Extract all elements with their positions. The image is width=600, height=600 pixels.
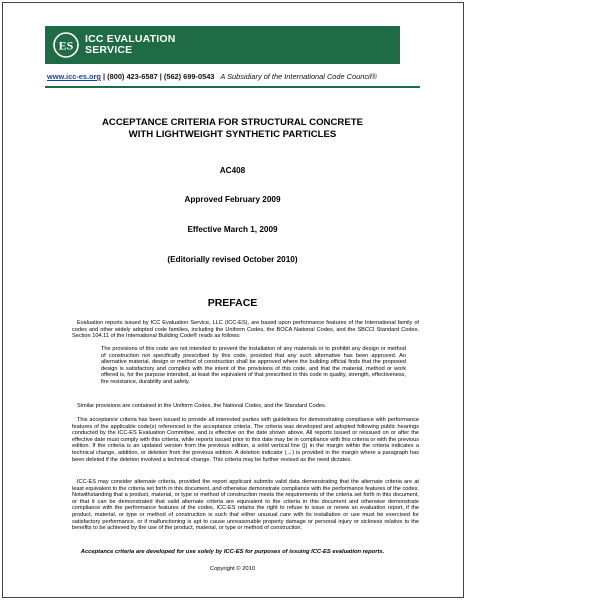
title-line-2: WITH LIGHTWEIGHT SYNTHETIC PARTICLES [128, 129, 337, 140]
org-name [85, 34, 205, 56]
preface-paragraph-2: Similar provisions are contained in the Uniform Codes, the National Codes, and the Standard Codes. [77, 403, 327, 409]
usage-notice: Acceptance criteria are developed for use solely by ICC-ES for purposes of issuing ICC-ES evaluation reports. [80, 549, 385, 555]
approved-date: Approved February 2009 [184, 195, 281, 204]
header-banner [45, 26, 400, 64]
preface-paragraph-1: Evaluation reports issued by ICC Evaluation Service, LLC (ICC-ES), are based upon performance features of the International family of codes and other widely adopted code families, including the Uniform Codes, the BOCA National Codes, and the SBCCI Standard Codes. Section 104.11 of the International Building Code® reads as follows: [72, 320, 419, 340]
document-title [45, 117, 420, 141]
org-name-line2: SERVICE [85, 44, 133, 56]
preface-paragraph-4: ICC-ES may consider alternate criteria, provided the report applicant submits valid data demonstrating that the alternate criteria are at least equivalent to the criteria set forth in this document, and otherwise demonstrate compliance with the performance features of the codes. Notwithstanding that a product, material, or type or method of construction meets the requirements of the criteria set forth in this document, or that it can be demonstrated that valid alternate criteria are equivalent to the criteria in this document and otherwise demonstrate compliance with the performance features of the codes, ICC-ES retains the right to refuse to issue or renew an evaluation report, if the product, material, or type or method of construction is such that either unusual care with its installation or use must be exercised for satisfactory performance, or if malfunctioning is apt to cause unreasonable property damage or personal injury or sickness relative to the benefits to be achieved by the use of the product, material, or type or method of construction. [72, 479, 419, 532]
header-divider [45, 86, 420, 88]
code-quote: The provisions of this code are not intended to prevent the installation of any materials or to prohibit any design or method of construction not specifically prescribed by this code, provided that any such alternative has been approved. An alternative material, design or method of construction shall be approved where the building official finds that the proposed design is satisfactory and complies with the intent of the provisions of this code, and that the material, method or work offered is, for the purpose intended, at least the equivalent of that prescribed in this code in quality, strength, effectiveness, fire resistance, durability and safety. [101, 346, 406, 385]
icc-es-logo-icon [53, 32, 79, 58]
separator: | [157, 72, 164, 81]
criteria-code: AC408 [219, 166, 246, 175]
document-page [2, 2, 464, 598]
revision-note: (Editorially revised October 2010) [167, 255, 298, 264]
title-line-1: ACCEPTANCE CRITERIA FOR STRUCTURAL CONCRETE [102, 117, 363, 128]
org-name-line1: ICC EVALUATION [85, 33, 176, 45]
phone-number-1: (800) 423-6587 [107, 72, 158, 81]
contact-line [47, 72, 422, 81]
copyright-notice: Copyright © 2010 [209, 566, 256, 572]
effective-date: Effective March 1, 2009 [187, 225, 278, 234]
subsidiary-note: A Subsidiary of the International Code Council® [220, 72, 377, 81]
preface-heading: PREFACE [207, 297, 258, 309]
separator: | [100, 72, 108, 81]
preface-paragraph-3: This acceptance criteria has been issued to provide all interested parties with guidelines for demonstrating compliance with performance features of the applicable code(s) referenced in the acceptance criteria. The criteria was developed and adopted following public hearings conducted by the ICC-ES Evaluation Committee, and is effective on the date shown above. All reports issued or reissued on or after the effective date must comply with this criteria, while reports issued prior to this date may be in compliance with this criteria or with the previous edition. If the criteria is an updated version from the previous edition, a solid vertical line (|) in the margin within the criteria indicates a technical change, addition, or deletion from the previous edition. A deletion indicator (→) is provided in the margin where a paragraph has been deleted if the deletion involved a technical change. This criteria may be further revised as the need dictates. [72, 417, 419, 463]
phone-number-2: (562) 699-0543 [163, 72, 215, 81]
logo-letters: ES [58, 38, 74, 53]
website-link[interactable]: www.icc-es.org [47, 72, 101, 81]
